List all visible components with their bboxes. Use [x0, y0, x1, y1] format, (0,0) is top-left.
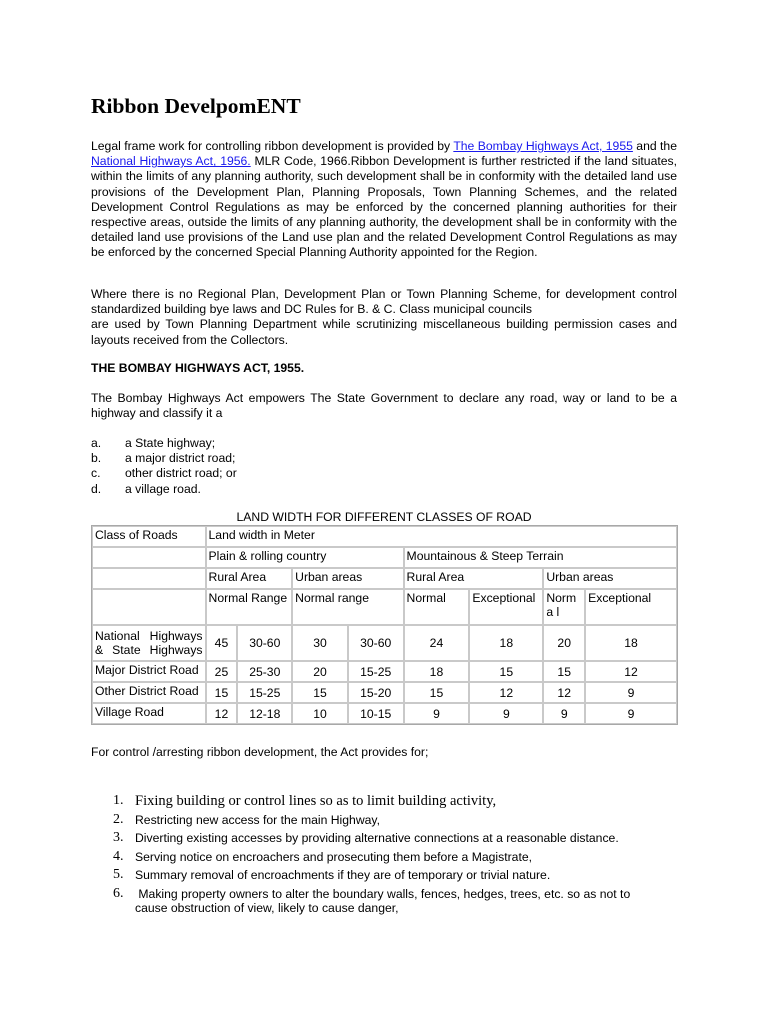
list-item — [113, 850, 683, 864]
list-text: Restricting new access for the main Highway, — [135, 812, 380, 827]
list-item — [113, 813, 683, 827]
table-cell: 45 — [206, 625, 238, 661]
table-cell: 12 — [206, 703, 238, 724]
table-cell: 15-20 — [348, 682, 404, 703]
table-row — [92, 661, 677, 682]
list-marker: d. — [91, 481, 102, 496]
table-cell: 15 — [543, 661, 585, 682]
header-class-of-roads: Class of Roads — [92, 526, 206, 547]
table-cell: 9 — [543, 703, 585, 724]
list-item — [113, 831, 683, 845]
list-text: Diverting existing accesses by providing alternative connections at a reasonable distance. — [135, 831, 619, 845]
table-row — [92, 703, 677, 724]
act-paragraph: The Bombay Highways Act empowers The State Government to declare any road, way or land to be a highway and classify it a — [91, 391, 677, 421]
list-number: 6. — [113, 885, 124, 901]
intro-paragraph — [91, 139, 677, 261]
list-item — [91, 482, 237, 497]
list-number: 4. — [113, 848, 124, 864]
dc-para-line1: Where there is no Regional Plan, Development Plan or Town Planning Scheme, for development control standardized building bye laws and DC Rules for B. & C. Class municipal councils — [91, 287, 677, 317]
header-empty — [92, 568, 206, 589]
table-cell: 15 — [469, 661, 543, 682]
table-cell: 18 — [404, 661, 470, 682]
page-title: Ribbon DevelpomENT — [91, 94, 301, 118]
list-number: 2. — [113, 811, 124, 827]
table-cell: 12 — [543, 682, 585, 703]
land-width-table — [91, 525, 678, 725]
table-cell: 15 — [206, 682, 238, 703]
list-text: Making property owners to alter the boundary walls, fences, hedges, trees, etc. so as not to cause obstruction of view, likely to cause danger, — [135, 886, 634, 915]
list-text: Serving notice on encroachers and prosecuting them before a Magistrate, — [135, 849, 532, 864]
provisions-list — [113, 794, 683, 919]
control-paragraph: For control /arresting ribbon development, the Act provides for; — [91, 745, 429, 759]
development-control-paragraph — [91, 287, 677, 348]
table-cell: 12 — [585, 661, 677, 682]
list-number: 5. — [113, 867, 124, 882]
bombay-highways-act-link[interactable]: The Bombay Highways Act, 1955 — [453, 139, 633, 153]
header-urban-areas: Urban areas — [543, 568, 677, 589]
table-cell: 9 — [404, 703, 470, 724]
list-text: Fixing building or control lines so as to limit building activity, — [135, 793, 497, 809]
intro-text-mid: and the — [632, 139, 677, 153]
header-urban-areas: Urban areas — [292, 568, 403, 589]
list-item — [91, 436, 237, 451]
road-class-cell: Village Road — [92, 703, 206, 724]
dc-para-line2: are used by Town Planning Department while scrutinizing miscellaneous building permission cases and layouts received from the Collectors. — [91, 317, 677, 347]
table-cell: 10 — [292, 703, 348, 724]
table-row — [92, 625, 677, 661]
table-cell: 10-15 — [348, 703, 404, 724]
table-cell: 12-18 — [237, 703, 292, 724]
table-row — [92, 682, 677, 703]
list-marker: a. — [91, 436, 102, 450]
header-empty — [92, 589, 206, 625]
table-cell: 25 — [206, 661, 238, 682]
list-number: 1. — [113, 793, 124, 808]
header-rural-area: Rural Area — [206, 568, 293, 589]
list-marker: c. — [91, 466, 101, 481]
intro-text-start: Legal frame work for controlling ribbon development is provided by — [91, 139, 454, 153]
list-item — [91, 451, 237, 466]
header-normal: Normal — [404, 589, 470, 625]
list-text: other district road; or — [125, 466, 237, 481]
list-item — [91, 466, 237, 481]
intro-text-rest: MLR Code, 1966.Ribbon Development is further restricted if the land situates, within the limits of any planning authority, such development shall be in conformity with the detailed land use provisions of the Development Plan, Planning Proposals, Town Planning Schemes, and the related Development Control Regulations as may be enforced by the concerned planning authorities for their respective areas, outside the limits of any planning authority, the development shall be in conformity with the detailed land use provisions of the Land use plan and the related Development Control Regulations as may be enforced by the concerned Special Planning Authority appointed for the Region. — [91, 154, 678, 260]
list-number: 3. — [113, 830, 124, 845]
list-text: a State highway; — [125, 436, 216, 450]
table-cell: 30 — [292, 625, 348, 661]
table-caption: LAND WIDTH FOR DIFFERENT CLASSES OF ROAD — [236, 510, 532, 524]
table-cell: 9 — [585, 703, 677, 724]
table-cell: 20 — [292, 661, 348, 682]
act-heading: THE BOMBAY HIGHWAYS ACT, 1955. — [91, 361, 305, 375]
table-cell: 15 — [404, 682, 470, 703]
table-cell: 15-25 — [348, 661, 404, 682]
table-cell: 9 — [585, 682, 677, 703]
highway-classes-list — [91, 436, 237, 497]
table-cell: 18 — [585, 625, 677, 661]
header-empty — [92, 547, 206, 568]
table-cell: 9 — [469, 703, 543, 724]
national-highways-act-link[interactable]: National Highways Act, 1956. — [91, 154, 251, 169]
header-land-width: Land width in Meter — [206, 526, 677, 547]
header-normal-range: Normal Range — [206, 589, 293, 625]
table-cell: 12 — [469, 682, 543, 703]
table-cell: 30-60 — [237, 625, 292, 661]
list-item — [113, 868, 683, 882]
list-text: a village road. — [125, 481, 201, 496]
road-class-cell: Other District Road — [92, 682, 206, 703]
header-exceptional: Exceptional — [585, 589, 677, 625]
list-item — [113, 794, 683, 808]
header-rural-area: Rural Area — [404, 568, 544, 589]
road-class-cell: National Highways & State Highways — [92, 625, 206, 661]
table-cell: 15 — [292, 682, 348, 703]
header-mountainous: Mountainous & Steep Terrain — [404, 547, 677, 568]
table-cell: 25-30 — [237, 661, 292, 682]
list-marker: b. — [91, 451, 102, 466]
header-plain-rolling: Plain & rolling country — [206, 547, 404, 568]
list-text: a major district road; — [125, 451, 236, 466]
road-class-cell: Major District Road — [92, 661, 206, 682]
table-cell: 15-25 — [237, 682, 292, 703]
header-exceptional: Exceptional — [469, 589, 543, 625]
table-cell: 18 — [469, 625, 543, 661]
header-normal-range: Normal range — [292, 589, 403, 625]
header-normal: Norma l — [543, 589, 585, 625]
list-item — [113, 887, 683, 915]
table-cell: 30-60 — [348, 625, 404, 661]
table-cell: 20 — [543, 625, 585, 661]
table-cell: 24 — [404, 625, 470, 661]
list-text: Summary removal of encroachments if they are of temporary or trivial nature. — [135, 868, 551, 882]
